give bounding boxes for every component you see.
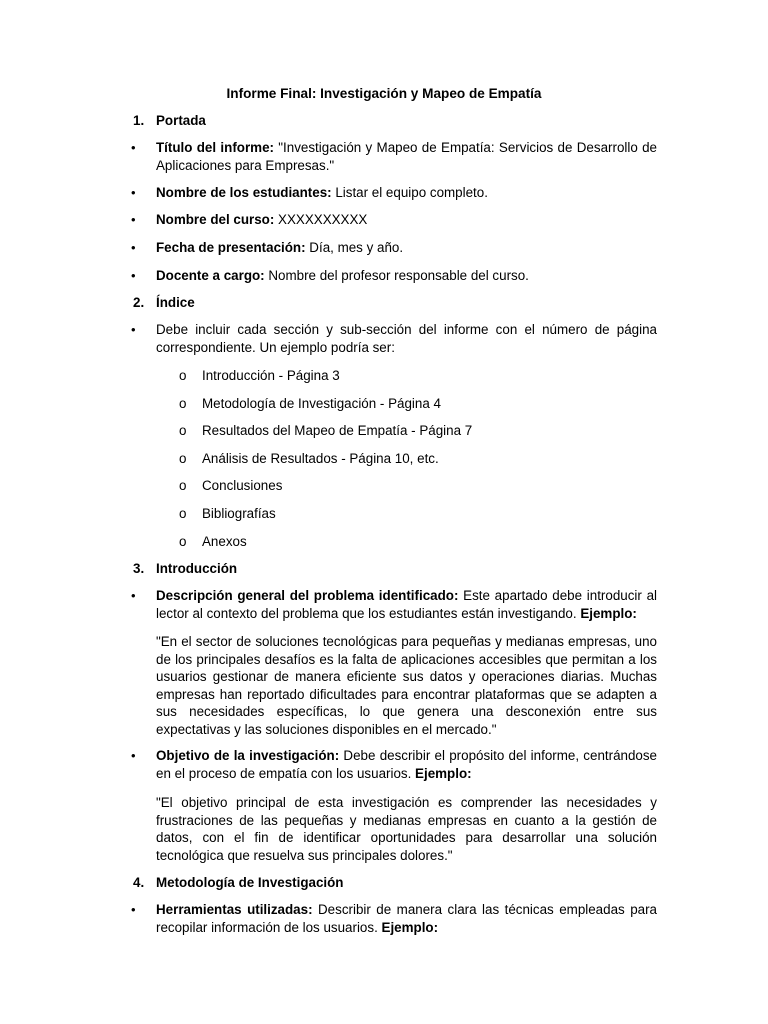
list-item-text: Nombre de los estudiantes: Listar el equipo completo. [156, 185, 488, 200]
circle-bullet-icon: o [179, 368, 187, 383]
circle-bullet-icon: o [179, 534, 187, 549]
list-item-text: Debe incluir cada sección y sub-sección del informe con el número de página correspondiente. Un ejemplo podría ser: [156, 322, 657, 355]
circle-bullet-icon: o [179, 478, 187, 493]
list-item-text: Título del informe: "Investigación y Mapeo de Empatía: Servicios de Desarrollo de Aplicaciones para Empresas." [156, 140, 657, 173]
bullet-icon: • [131, 268, 136, 283]
list-item-text: Docente a cargo: Nombre del profesor responsable del curso. [156, 268, 529, 283]
section-title: Introducción [156, 561, 238, 576]
list-item-text: Descripción general del problema identificado: Este apartado debe introducir al lector al contexto del problema que los estudiantes están investigando. Ejemplo: [156, 588, 657, 621]
bullet-icon: • [131, 322, 136, 337]
bullet-icon: • [131, 212, 136, 227]
sub-list-item-text: Resultados del Mapeo de Empatía - Página 7 [202, 423, 473, 438]
section-number: 2. [133, 295, 145, 310]
bullet-icon: • [131, 902, 136, 917]
list-item-text: Objetivo de la investigación: Debe describir el propósito del informe, centrándose en el proceso de empatía con los usuarios. Ejemplo: [156, 748, 658, 781]
circle-bullet-icon: o [179, 423, 187, 438]
sub-list-item-text: Anexos [202, 534, 247, 549]
bullet-icon: • [131, 185, 136, 200]
list-item-text: Nombre del curso: XXXXXXXXXX [156, 212, 368, 227]
bullet-icon: • [131, 240, 136, 255]
section-title: Índice [156, 295, 195, 310]
list-item-text: Fecha de presentación: Día, mes y año. [156, 240, 404, 255]
sub-list-item-text: Metodología de Investigación - Página 4 [202, 396, 441, 411]
section-title: Portada [156, 113, 206, 128]
section-title: Metodología de Investigación [156, 875, 344, 890]
sub-list-item-text: Bibliografías [202, 506, 276, 521]
example-text: "En el sector de soluciones tecnológicas para pequeñas y medianas empresas, uno de los principales desafíos es la falta de aplicaciones accesibles que permitan a los usuarios gestionar de manera eficiente sus datos y operaciones diarias. Muchas empresas han reportado dificultades para encontrar plataformas que se adapten a sus necesidades específicas, lo que genera una desconexión entre sus expectativas y las soluciones disponibles en el mercado." [156, 634, 657, 737]
section-number: 3. [133, 561, 145, 576]
bullet-icon: • [131, 748, 136, 763]
section-number: 4. [133, 875, 145, 890]
document-title: Informe Final: Investigación y Mapeo de Empatía [226, 86, 542, 101]
section-number: 1. [133, 113, 145, 128]
example-text: "El objetivo principal de esta investigación es comprender las necesidades y frustraciones de las pequeñas y medianas empresas en cuanto a la gestión de datos, con el fin de identificar oportunidades para desarrollar una solución tecnológica que resuelva sus principales dolores." [156, 795, 657, 863]
circle-bullet-icon: o [179, 396, 187, 411]
circle-bullet-icon: o [179, 506, 187, 521]
sub-list-item-text: Introducción - Página 3 [202, 368, 340, 383]
sub-list-item-text: Análisis de Resultados - Página 10, etc. [202, 451, 439, 466]
sub-list-item-text: Conclusiones [202, 478, 283, 493]
list-item-text: Herramientas utilizadas: Describir de manera clara las técnicas empleadas para recopilar información de los usuarios. Ejemplo: [156, 902, 657, 935]
circle-bullet-icon: o [179, 451, 187, 466]
bullet-icon: • [131, 140, 136, 155]
bullet-icon: • [131, 588, 136, 603]
